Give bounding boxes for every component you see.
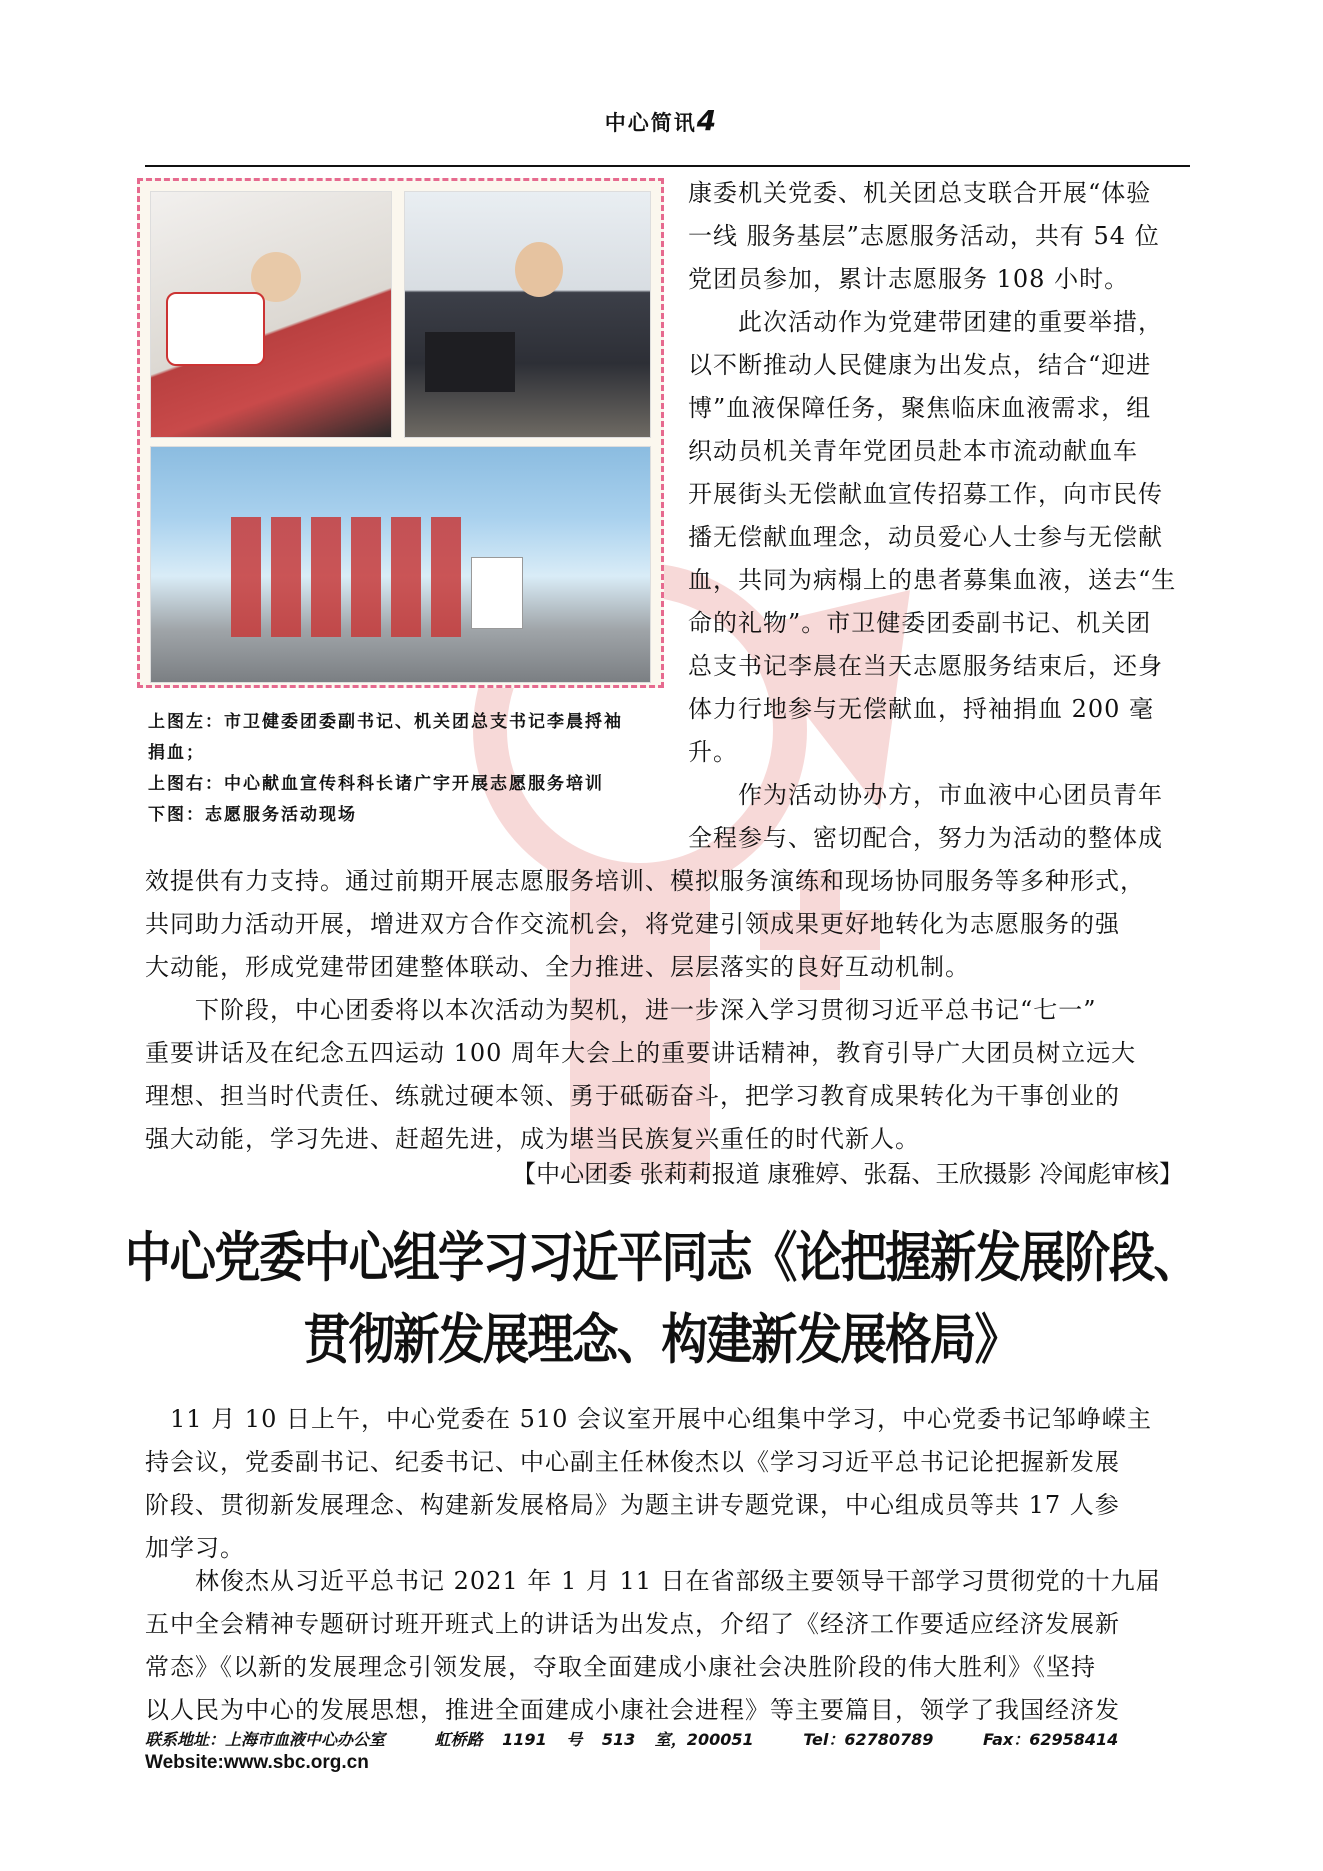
text-line: 播无偿献血理念，动员爱心人士参与无偿献	[688, 523, 1163, 551]
text-line: 持会议，党委副书记、纪委书记、中心副主任林俊杰以《学习习近平总书记论把握新发展	[145, 1448, 1120, 1476]
article1-right-column	[688, 172, 1193, 860]
text-line: 林俊杰从习近平总书记 2021 年 1 月 11 日在省部级主要领导干部学习贯彻党的十九届	[145, 1567, 1161, 1595]
photo-collage	[137, 178, 664, 688]
text-line: 一线 服务基层”志愿服务活动，共有 54 位	[688, 222, 1160, 250]
footer-website-link[interactable]: Website:www.sbc.org.cn	[145, 1752, 369, 1773]
text-line: 织动员机关青年党团员赴本市流动献血车	[688, 437, 1138, 465]
caption-line: 捐血；	[148, 743, 205, 763]
text-line: 阶段、贯彻新发展理念、构建新发展格局》为题主讲专题党课，中心组成员等共 17 人参	[145, 1491, 1120, 1519]
caption-line: 上图左：市卫健委团委副书记、机关团总支书记李晨捋袖	[148, 712, 623, 732]
article1-next-steps-paragraph	[145, 989, 1195, 1161]
text-line: 开展街头无偿献血宣传招募工作，向市民传	[688, 480, 1163, 508]
text-line: 大动能，形成党建带团建整体联动、全力推进、层层落实的良好互动机制。	[145, 953, 970, 981]
text-line: 血，共同为病榻上的患者募集血液，送去“生	[688, 566, 1177, 594]
photo-caption	[148, 707, 648, 831]
text-line: 五中全会精神专题研讨班开班式上的讲话为出发点，介绍了《经济工作要适应经济发展新	[145, 1610, 1120, 1638]
text-line: 效提供有力支持。通过前期开展志愿服务培训、模拟服务演练和现场协同服务等多种形式，	[145, 867, 1145, 895]
article2-headline-line1: 中心党委中心组学习习近平同志《论把握新发展阶段、	[124, 1226, 1199, 1289]
article2-headline-line2: 贯彻新发展理念、构建新发展格局》	[303, 1308, 1020, 1371]
footer-address: 联系地址：上海市血液中心办公室	[145, 1730, 386, 1749]
footer-tel: Tel：62780789	[803, 1730, 934, 1749]
header-divider	[145, 165, 1190, 167]
text-line: 命的礼物”。市卫健委团委副书记、机关团	[688, 609, 1152, 637]
text-line: 11 月 10 日上午，中心党委在 510 会议室开展中心组集中学习，中心党委书记邹峥嵘主	[145, 1405, 1153, 1433]
caption-line: 上图右：中心献血宣传科科长诸广宇开展志愿服务培训	[148, 774, 604, 794]
text-line: 全程参与、密切配合，努力为活动的整体成	[688, 824, 1163, 852]
text-line: 强大动能，学习先进、赶超先进，成为堪当民族复兴重任的时代新人。	[145, 1125, 920, 1153]
text-line: 以人民为中心的发展思想，推进全面建成小康社会进程》等主要篇目，领学了我国经济发	[145, 1696, 1120, 1724]
text-line: 升。	[688, 738, 738, 766]
text-line: 康委机关党委、机关团总支联合开展“体验	[688, 179, 1152, 207]
footer-contact	[145, 1727, 1148, 1750]
page-number: 4	[696, 104, 719, 137]
text-line: 以不断推动人民健康为出发点，结合“迎进	[688, 351, 1152, 379]
newsletter-title	[0, 104, 1323, 137]
photo-training	[404, 191, 651, 438]
article1-paragraph-continued	[145, 860, 1195, 989]
text-line: 下阶段，中心团委将以本次活动为契机，进一步深入学习贯彻习近平总书记“七一”	[145, 996, 1097, 1024]
photo-blood-donation	[150, 191, 392, 438]
article2-paragraph-1	[145, 1398, 1195, 1570]
footer-fax: Fax：62958414	[983, 1730, 1119, 1749]
text-line: 总支书记李晨在当天志愿服务结束后，还身	[688, 652, 1163, 680]
text-line: 作为活动协办方，市血液中心团员青年	[688, 781, 1163, 809]
text-line: 理想、担当时代责任、练就过硬本领、勇于砥砺奋斗，把学习教育成果转化为干事创业的	[145, 1082, 1120, 1110]
text-line: 重要讲话及在纪念五四运动 100 周年大会上的重要讲话精神，教育引导广大团员树立远大	[145, 1039, 1137, 1067]
text-line: 常态》《以新的发展理念引领发展，夺取全面建成小康社会决胜阶段的伟大胜利》《坚持	[145, 1653, 1096, 1681]
text-line: 加学习。	[145, 1534, 245, 1562]
text-line: 体力行地参与无偿献血，捋袖捐血 200 毫	[688, 695, 1155, 723]
newsletter-name: 中心简讯	[604, 111, 697, 135]
article2-paragraph-2	[145, 1560, 1195, 1732]
text-line: 共同助力活动开展，增进双方合作交流机会，将党建引领成果更好地转化为志愿服务的强	[145, 910, 1120, 938]
article1-byline: 【中心团委 张莉莉报道 康雅婷、张磊、王欣摄影 冷闻彪审核】	[512, 1160, 1183, 1188]
text-line: 党团员参加，累计志愿服务 108 小时。	[688, 265, 1130, 293]
photo-volunteer-site	[150, 446, 651, 683]
footer-street: 虹桥路 1191 号 513 室，200051	[434, 1730, 754, 1749]
text-line: 此次活动作为党建带团建的重要举措，	[688, 308, 1163, 336]
text-line: 博”血液保障任务，聚焦临床血液需求，组	[688, 394, 1152, 422]
caption-line: 下图：志愿服务活动现场	[148, 805, 357, 825]
